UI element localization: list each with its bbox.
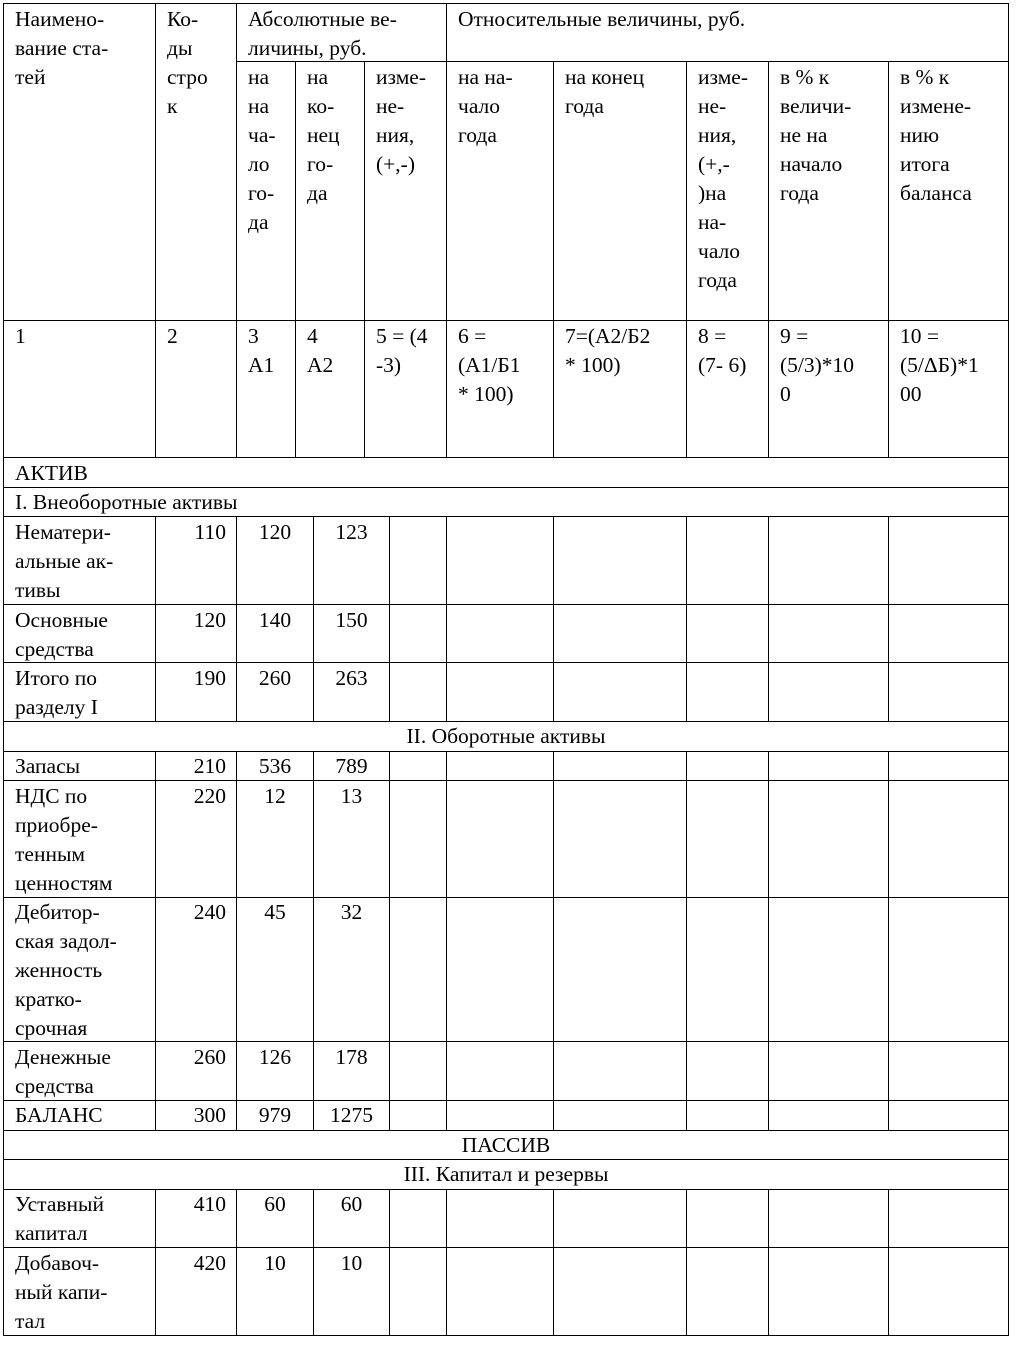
row-code: 260 bbox=[193, 1045, 226, 1069]
header-absolute-values: Абсолютные ве- личины, руб. bbox=[248, 7, 397, 60]
row-start-value: 126 bbox=[258, 1045, 292, 1069]
row-name: Основные средства bbox=[15, 608, 108, 661]
row-code: 300 bbox=[193, 1103, 226, 1127]
grid-line bbox=[236, 3, 237, 458]
grid-line bbox=[768, 516, 769, 722]
column-number: 1 bbox=[15, 324, 26, 348]
grid-line bbox=[768, 751, 769, 1131]
row-start-value: 536 bbox=[258, 754, 292, 778]
grid-line bbox=[3, 320, 1009, 321]
column-number: 10 = (5/ΔБ)*1 00 bbox=[900, 324, 979, 406]
row-code: 240 bbox=[193, 900, 226, 924]
grid-line bbox=[446, 751, 447, 1131]
grid-line bbox=[3, 3, 1009, 4]
row-end-value: 1275 bbox=[330, 1103, 373, 1127]
section-heading-noncurrent: I. Внеоборотные активы bbox=[15, 490, 238, 514]
row-end-value: 789 bbox=[335, 754, 368, 778]
row-name: Итого по разделу I bbox=[15, 666, 98, 719]
row-name: НДС по приобре- тенным ценностям bbox=[15, 784, 113, 895]
column-number: 5 = (4 -3) bbox=[376, 324, 428, 377]
row-code: 210 bbox=[193, 754, 226, 778]
row-name: Нематери- альные ак- тивы bbox=[15, 520, 114, 602]
section-heading-current: II. Оборотные активы bbox=[406, 724, 606, 748]
row-start-value: 260 bbox=[258, 666, 292, 690]
row-end-value: 10 bbox=[340, 1251, 363, 1275]
row-code: 420 bbox=[193, 1251, 226, 1275]
header-rel-start: на на- чало года bbox=[458, 65, 513, 147]
grid-line bbox=[295, 61, 296, 458]
header-pct-total: в % к измене- нию итога баланса bbox=[900, 65, 972, 205]
grid-line bbox=[446, 3, 447, 458]
row-name: Дебитор- ская задол- женность кратко- срочная bbox=[15, 900, 117, 1040]
grid-line bbox=[3, 751, 1009, 752]
row-start-value: 45 bbox=[264, 900, 286, 924]
column-number: 9 = (5/3)*10 0 bbox=[780, 324, 855, 406]
grid-line bbox=[686, 751, 687, 1131]
grid-line bbox=[686, 61, 687, 458]
header-pct-start: в % к величи- не на начало года bbox=[780, 65, 852, 205]
header-rel-end: на конец года bbox=[565, 65, 645, 118]
grid-line bbox=[389, 516, 390, 722]
grid-line bbox=[3, 1335, 1009, 1336]
header-abs-change: изме- не- ния, (+,-) bbox=[376, 65, 427, 176]
grid-line bbox=[3, 780, 1009, 781]
row-end-value: 123 bbox=[335, 520, 368, 544]
header-relative-values: Относительные величины, руб. bbox=[458, 7, 746, 31]
row-end-value: 263 bbox=[335, 666, 368, 690]
grid-line bbox=[389, 751, 390, 1131]
column-number: 7=(А2/Б2 * 100) bbox=[565, 324, 651, 377]
row-code: 110 bbox=[194, 520, 226, 544]
row-code: 190 bbox=[193, 666, 226, 690]
column-number: 2 bbox=[167, 324, 178, 348]
row-end-value: 32 bbox=[340, 900, 363, 924]
grid-line bbox=[364, 61, 365, 458]
header-abs-start: на на ча- ло го- да bbox=[248, 65, 276, 234]
section-heading-passiv: ПАССИВ bbox=[461, 1133, 551, 1157]
header-line-code: Ко- ды стро к bbox=[167, 7, 208, 118]
row-code: 410 bbox=[193, 1192, 226, 1216]
grid-line bbox=[389, 1189, 390, 1336]
row-end-value: 178 bbox=[335, 1045, 368, 1069]
grid-line bbox=[888, 751, 889, 1131]
row-start-value: 10 bbox=[264, 1251, 286, 1275]
row-start-value: 60 bbox=[264, 1192, 286, 1216]
grid-line bbox=[3, 1041, 1009, 1042]
row-start-value: 12 bbox=[264, 784, 286, 808]
row-start-value: 120 bbox=[258, 520, 292, 544]
row-code: 120 bbox=[193, 608, 226, 632]
section-heading-aktiv: АКТИВ bbox=[15, 461, 88, 485]
grid-line bbox=[686, 516, 687, 722]
grid-line bbox=[888, 1189, 889, 1336]
grid-line bbox=[768, 61, 769, 458]
grid-line bbox=[3, 897, 1009, 898]
grid-line bbox=[888, 516, 889, 722]
row-end-value: 150 bbox=[335, 608, 368, 632]
grid-line bbox=[3, 604, 1009, 605]
column-number: 8 = (7- 6) bbox=[698, 324, 747, 377]
column-number: 6 = (А1/Б1 * 100) bbox=[458, 324, 521, 406]
row-name: Добавоч- ный капи- тал bbox=[15, 1251, 108, 1333]
row-name: Уставный капитал bbox=[15, 1192, 104, 1245]
grid-line bbox=[553, 61, 554, 458]
row-start-value: 979 bbox=[258, 1103, 292, 1127]
grid-line bbox=[3, 1247, 1009, 1248]
column-number: 4 А2 bbox=[307, 324, 334, 377]
column-number: 3 А1 bbox=[248, 324, 275, 377]
row-start-value: 140 bbox=[258, 608, 292, 632]
header-item-name: Наимено- вание ста- тей bbox=[15, 7, 109, 89]
grid-line bbox=[155, 3, 156, 458]
row-code: 220 bbox=[193, 784, 226, 808]
row-end-value: 13 bbox=[340, 784, 363, 808]
row-name: БАЛАНС bbox=[15, 1103, 103, 1127]
row-name: Запасы bbox=[15, 754, 81, 778]
grid-line bbox=[3, 1189, 1009, 1190]
header-abs-end: на ко- нец го- да bbox=[307, 65, 340, 205]
row-name: Денежные средства bbox=[15, 1045, 111, 1098]
grid-line bbox=[553, 751, 554, 1131]
grid-line bbox=[768, 1189, 769, 1336]
grid-line bbox=[553, 516, 554, 722]
grid-line bbox=[3, 457, 1009, 458]
grid-line bbox=[888, 61, 889, 458]
grid-line bbox=[553, 1189, 554, 1336]
grid-line bbox=[446, 1189, 447, 1336]
header-rel-change: изме- не- ния, (+,- )на на- чало года bbox=[698, 65, 749, 292]
grid-line bbox=[3, 662, 1009, 663]
grid-line bbox=[446, 516, 447, 722]
section-heading-capital: III. Капитал и резервы bbox=[403, 1162, 609, 1186]
row-end-value: 60 bbox=[340, 1192, 363, 1216]
grid-line bbox=[3, 1100, 1009, 1101]
grid-line bbox=[686, 1189, 687, 1336]
